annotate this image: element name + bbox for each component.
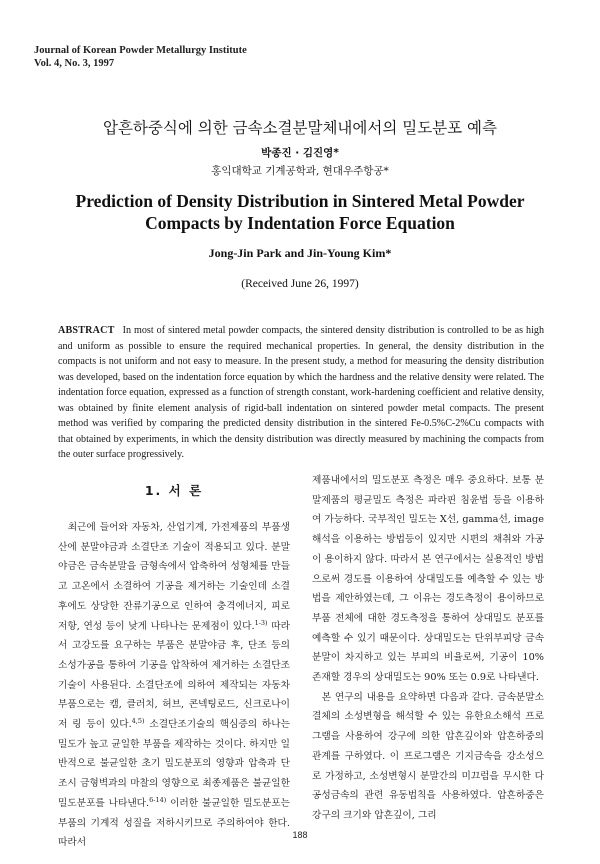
journal-header (34, 44, 247, 70)
reference-6-14: 6-14) (149, 795, 167, 804)
reference-4-5: 4,5) (131, 716, 145, 725)
english-title-line2: Compacts by Indentation Force Equation (145, 213, 455, 233)
korean-title: 압흔하중식에 의한 금속소결분말체내에서의 밀도분포 예측 (102, 119, 498, 137)
abstract-text: In most of sintered metal powder compacts, the sintered density distribution is controlled to be as high and uniform as possible to ensure the required mechanical properties. In general, the density distribution in the compacts is not uniform and not easy to measure. In the present study, a method for measuring the density distribution was developed, based on the indentation force equation by which the hardness and the relative density were related. The indentation force equation, expressed as a function of strength constant, work-hardening coefficient and relative density, was obtained by finite element analysis of rigid-ball indentation on sintered powder metal compacts. The present method was verified by comparing the predicted density distribution in the sintered Fe-0.5%C-2%Cu compacts with that obtained by experiments, in which the density distribution was directly measured by machining the compacts from the outer surface progressively. (58, 325, 544, 460)
received-date: (Received June 26, 1997) (241, 278, 359, 290)
english-authors: Jong-Jin Park and Jin-Young Kim* (208, 246, 392, 260)
reference-1-3: 1-3) (254, 618, 268, 627)
section-heading: 1. 서 론 (144, 483, 204, 498)
intro-paragraph-1 (58, 518, 290, 853)
korean-affiliation: 홍익대학교 기계공학과, 현대우주항공* (211, 165, 389, 177)
abstract (58, 323, 544, 463)
intro-paragraph-1-continued: 제품내에서의 밀도분포 측정은 매우 중요하다. 보통 분말제품의 평균밀도 측정은 파라핀 침윤법 등을 이용하여 가능하다. 국부적인 밀도는 X선, gamma선, image 해석을 이용하는 방법등이 있지만 시편의 채취와 가공이 용이하지 않다. 따라서 본 연구에서는 실용적인 방법으로써 경도를 이용하여 상대밀도를 예측할 수 있는 방법을 제안하였는데, 그 이유는 경도측정이 용이하므로 부품 전체에 대한 경도측정을 통하여 상대밀도 분포를 예측할 수 있기 때문이다. 상대밀도는 단위부피당 금속분말이 차지하고 있는 부피의 비율로써, 기공이 10% 존재할 경우의 상대밀도는 90% 또는 0.9로 나타낸다. (312, 475, 544, 684)
left-column (58, 473, 290, 853)
journal-volume: Vol. 4, No. 3, 1997 (34, 58, 115, 69)
english-title (0, 190, 600, 234)
abstract-label: ABSTRACT (58, 325, 115, 336)
english-title-line1: Prediction of Density Distribution in Sintered Metal Powder (75, 191, 525, 211)
korean-authors: 박종진 · 김진영* (261, 147, 339, 159)
intro-text-b: 따라서 고강도를 요구하는 부품은 분말야금 후, 단조 등의 소성가공을 통하여 기공을 압착하여 제거하는 소결단조 기술이 사용된다. 소결단조에 의하여 제작되는 자동차 부품으로는 캠, 클러치, 허브, 콘넥팅로드, 신크로나이저 링 등이 있다. (58, 620, 290, 731)
right-column (312, 471, 544, 826)
journal-name: Journal of Korean Powder Metallurgy Institute (34, 45, 247, 56)
intro-text-d: 이러한 불균일한 밀도분포는 부품의 기계적 성질을 저하시키므로 주의하여야 한다. 따라서 (58, 797, 290, 849)
intro-text-a: 최근에 들어와 자동차, 산업기계, 가전제품의 부품생산에 분말야금과 소결단조 기술이 적용되고 있다. 분말야금은 금속분말을 금형속에서 압축하여 성형체를 만들고 고온에서 소결하여 기공을 제거하는 기술인데 소결후에도 상당한 잔류기공으로 인하여 충격에너지, 피로저항, 연성 등이 낮게 나타나는 문제점이 있다. (58, 522, 290, 632)
intro-paragraph-2: 본 연구의 내용을 요약하면 다음과 같다. 금속분말소결체의 소성변형을 해석할 수 있는 유한요소해석 프로그램을 사용하여 강구에 의한 압흔깊이와 압흔하중의 관계를 구하였다. 이 프로그램은 기지금속을 강소성으로 가정하고, 소성변형시 분말간의 미끄럼을 무시한 다공성금속의 관련 유동법칙을 사용하였다. 압흔하중은 강구의 크기와 압흔깊이, 그리 (312, 691, 544, 821)
intro-text-c: 소결단조기술의 핵심증의 하나는 밀도가 높고 균일한 부품을 제작하는 것이다. 하지만 일반적으로 불균일한 초기 밀도분포의 영향과 압축과 단조시 금형벽과의 마찰의 영향으로 최종제품은 불균일한 밀도분포를 나타낸다. (58, 719, 290, 809)
page-number: 188 (292, 830, 308, 840)
